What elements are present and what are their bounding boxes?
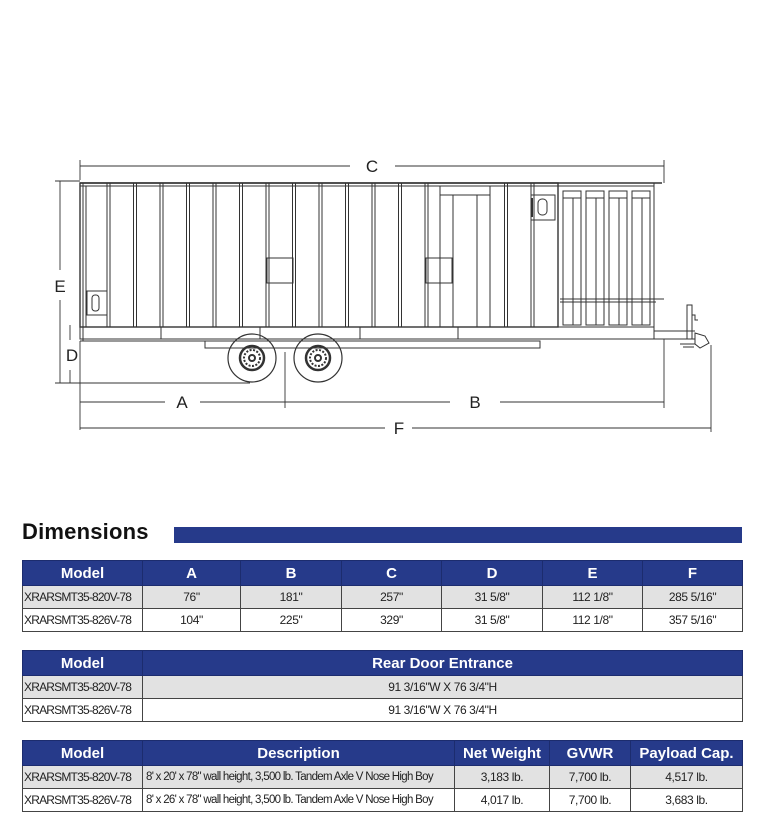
dimensions-table	[22, 560, 743, 632]
dim-label-e: E	[54, 277, 66, 296]
v-nose-section	[558, 186, 654, 327]
cell-a: 104"	[143, 609, 241, 632]
cell-gvwr: 7,700 lb.	[550, 766, 631, 789]
wall-studs	[107, 183, 534, 327]
nose-frame-panel	[609, 191, 627, 325]
nose-frame-panel	[563, 191, 581, 325]
cell-model: XRARSMT35-826V-78	[23, 609, 143, 632]
table-row	[23, 586, 743, 609]
section-title-bar	[174, 527, 742, 543]
header-net-weight: Net Weight	[455, 741, 550, 766]
table-row	[23, 676, 743, 699]
cell-e: 112 1/8"	[543, 586, 643, 609]
cell-rear-door-entrance: 91 3/16"W X 76 3/4"H	[143, 699, 743, 722]
cell-c: 329"	[342, 609, 442, 632]
cell-c: 257"	[342, 586, 442, 609]
table-row	[23, 789, 743, 812]
cell-d: 31 5/8"	[442, 586, 543, 609]
header-e: E	[543, 561, 643, 586]
cell-d: 31 5/8"	[442, 609, 543, 632]
cell-gvwr: 7,700 lb.	[550, 789, 631, 812]
header-rear-door-entrance: Rear Door Entrance	[143, 651, 743, 676]
dim-label-a: A	[176, 393, 188, 412]
cell-model: XRARSMT35-826V-78	[23, 699, 143, 722]
header-model: Model	[23, 741, 143, 766]
table-row	[23, 699, 743, 722]
header-payload-cap: Payload Cap.	[631, 741, 743, 766]
dim-label-f: F	[393, 419, 405, 438]
dim-label-d: D	[65, 346, 79, 365]
cell-model: XRARSMT35-820V-78	[23, 586, 143, 609]
nose-frame-panel	[586, 191, 604, 325]
cell-b: 225"	[241, 609, 342, 632]
trailer-frame-rail	[80, 327, 654, 339]
rear-door-table	[22, 650, 743, 722]
cell-payload-cap: 4,517 lb.	[631, 766, 743, 789]
dim-label-c: C	[365, 157, 379, 176]
table-header-row	[23, 561, 743, 586]
header-description: Description	[143, 741, 455, 766]
cell-model: XRARSMT35-820V-78	[23, 676, 143, 699]
dim-label-b: B	[469, 393, 481, 412]
header-c: C	[342, 561, 442, 586]
cell-a: 76"	[143, 586, 241, 609]
section-title: Dimensions	[22, 519, 149, 544]
cell-payload-cap: 3,683 lb.	[631, 789, 743, 812]
cell-f: 285 5/16"	[643, 586, 743, 609]
cell-rear-door-entrance: 91 3/16"W X 76 3/4"H	[143, 676, 743, 699]
cell-net-weight: 4,017 lb.	[455, 789, 550, 812]
weight-table	[22, 740, 743, 812]
cell-description: 8' x 26' x 78" wall height, 3,500 lb. Tandem Axle V Nose High Boy	[143, 789, 455, 812]
cell-b: 181"	[241, 586, 342, 609]
header-model: Model	[23, 651, 143, 676]
header-b: B	[241, 561, 342, 586]
header-d: D	[442, 561, 543, 586]
cell-model: XRARSMT35-820V-78	[23, 766, 143, 789]
cell-model: XRARSMT35-826V-78	[23, 789, 143, 812]
nose-frame-panel	[632, 191, 650, 325]
header-a: A	[143, 561, 241, 586]
cell-net-weight: 3,183 lb.	[455, 766, 550, 789]
table-header-row	[23, 651, 743, 676]
header-model: Model	[23, 561, 143, 586]
table-row	[23, 766, 743, 789]
cell-e: 112 1/8"	[543, 609, 643, 632]
cell-description: 8' x 20' x 78" wall height, 3,500 lb. Tandem Axle V Nose High Boy	[143, 766, 455, 789]
header-f: F	[643, 561, 743, 586]
table-row	[23, 609, 743, 632]
table-header-row	[23, 741, 743, 766]
side-door	[440, 186, 490, 327]
header-gvwr: GVWR	[550, 741, 631, 766]
cell-f: 357 5/16"	[643, 609, 743, 632]
